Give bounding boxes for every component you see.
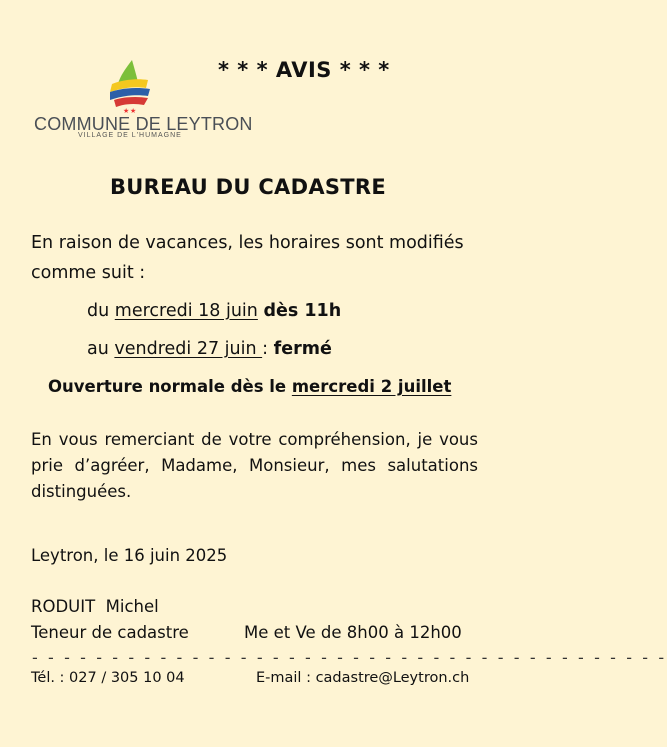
schedule-line-2-date: vendredi 27 juin (114, 339, 263, 359)
footer-email: E-mail : cadastre@Leytron.ch (256, 670, 470, 686)
reopen-date: mercredi 2 juillet (291, 377, 452, 396)
signer-name: RODUIT Michel (31, 597, 159, 616)
footer-separator: - - - - - - - - - - - - - - - - - - - - - - - - - - - - - - - - - - - - - - - - (32, 648, 667, 667)
schedule-line-1 (87, 301, 341, 321)
commune-name: COMMUNE DE LEYTRON (34, 114, 253, 134)
schedule-line-2-prefix: au (87, 339, 115, 359)
place-date: Leytron, le 16 juin 2025 (31, 546, 228, 565)
reopen-text: Ouverture normale dès le (48, 377, 292, 396)
svg-text:★: ★ (130, 107, 137, 115)
commune-logo-icon (104, 58, 156, 114)
schedule-line-2-status: fermé (273, 339, 332, 359)
schedule-line-2 (87, 339, 332, 359)
notice-title: * * * AVIS * * * (218, 58, 390, 82)
intro-line-2: comme suit : (31, 263, 146, 283)
schedule-line-2-colon: : (262, 339, 274, 359)
svg-text:★: ★ (123, 107, 130, 115)
signer-role: Teneur de cadastre (31, 623, 189, 642)
schedule-line-1-date: mercredi 18 juin (114, 301, 258, 321)
closing-paragraph: En vous remerciant de votre compréhension, je vous prie d’agréer, Madame, Monsieur, mes salutations distinguées. (31, 430, 478, 501)
reopen-line (48, 377, 451, 396)
intro-line-1: En raison de vacances, les horaires sont modifiés (31, 233, 464, 253)
schedule-line-1-time: dès 11h (263, 301, 342, 321)
schedule-line-1-prefix: du (87, 301, 115, 321)
footer-phone: Tél. : 027 / 305 10 04 (31, 670, 185, 686)
office-hours: Me et Ve de 8h00 à 12h00 (244, 623, 462, 642)
notice-heading: BUREAU DU CADASTRE (110, 175, 387, 199)
commune-tagline: VILLAGE DE L'HUMAGNE (78, 132, 182, 139)
